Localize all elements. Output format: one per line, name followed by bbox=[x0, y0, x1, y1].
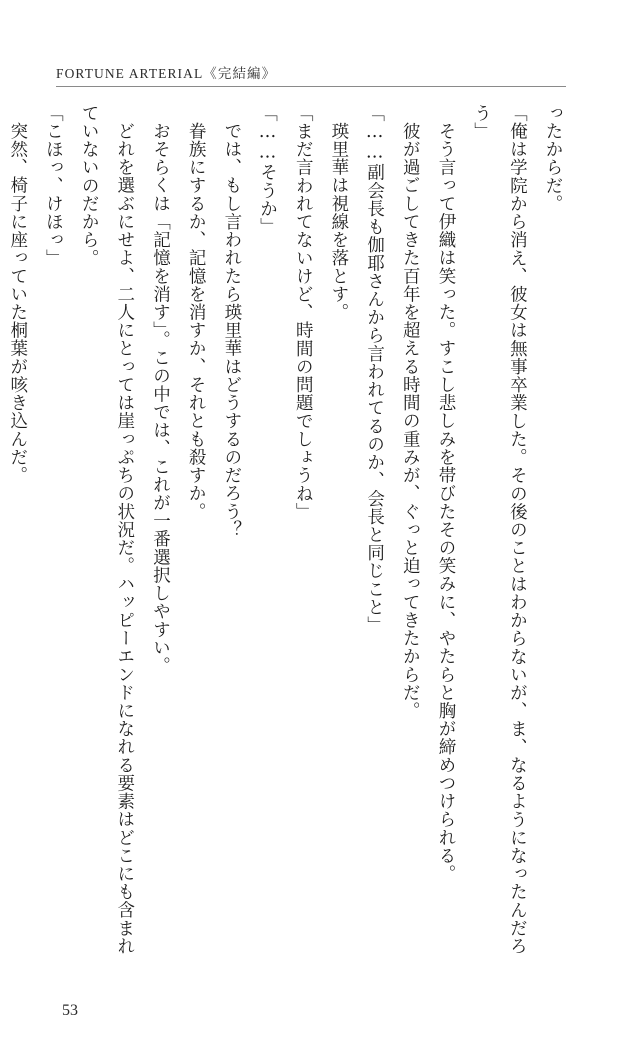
paragraph: 「こほっ、けほっ」 bbox=[43, 104, 64, 268]
paragraph: おそらくは「記憶を消す」。この中では、これが一番選択しやすい。 bbox=[150, 121, 171, 675]
page-header bbox=[56, 62, 566, 92]
page-number: 53 bbox=[62, 1002, 78, 1019]
paragraph: ったからだ。 bbox=[543, 104, 563, 213]
paragraph: 眷族にするか、記憶を消すか、それとも殺すか。 bbox=[186, 121, 207, 520]
paragraph: では、もし言われたら瑛里華はどうするのだろう？ bbox=[221, 121, 242, 539]
paragraph: 瑛里華は視線を落とす。 bbox=[328, 121, 349, 321]
paragraph: どれを選ぶにせよ、二人にとっては崖っぷちの状況だ。ハッピーエンドになれる要素はどこにも含まれていないのだから。 bbox=[79, 104, 135, 955]
paragraph: 「俺は学院から消え、彼女は無事卒業した。その後のことはわからないが、ま、なるようになったんだろう」 bbox=[471, 104, 528, 956]
paragraph: 「……副会長も伽耶さんから言われてるのか、会長と同じこと」 bbox=[364, 104, 385, 635]
body-text-vertical bbox=[7, 104, 570, 964]
running-title: FORTUNE ARTERIAL《完結編》 bbox=[56, 66, 277, 81]
paragraph: 彼が過ごしてきた百年を超える時間の重みが、ぐっと迫ってきたからだ。 bbox=[400, 121, 421, 720]
paragraph: そう言って伊織は笑った。すこし悲しみを帯びたその笑みに、やたらと胸が締めつけられる。 bbox=[435, 121, 456, 883]
paragraph: 「まだ言われてないけど、時間の問題でしょうね」 bbox=[293, 104, 314, 521]
paragraph: 突然、椅子に座っていた桐葉が咳き込んだ。 bbox=[7, 121, 28, 484]
header-divider bbox=[56, 86, 566, 87]
paragraph: 「……そうか」 bbox=[257, 104, 278, 236]
